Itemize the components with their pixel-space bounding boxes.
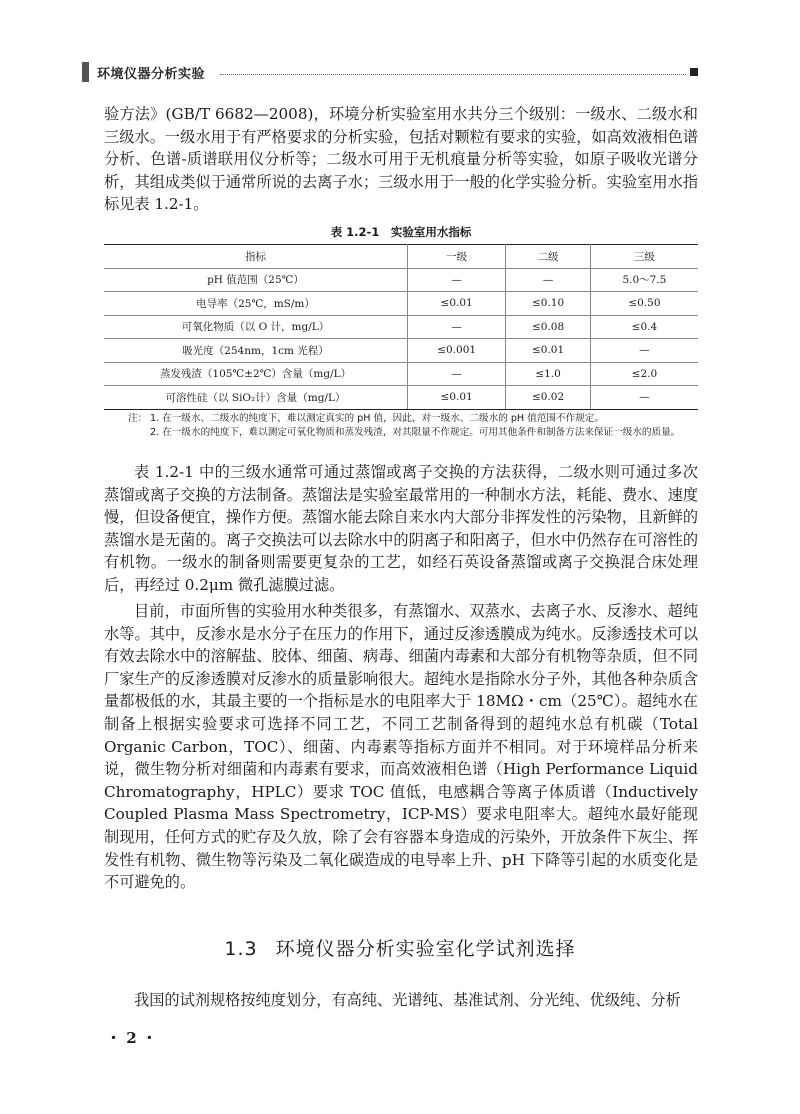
table-header-row xyxy=(104,245,698,269)
cell-grade-3: 5.0～7.5 xyxy=(590,268,698,292)
note-item xyxy=(128,412,700,426)
row-label: 电导率（25℃，mS/m） xyxy=(104,292,408,316)
note-text: 1. 在一级水、二级水的纯度下，难以测定真实的 pH 值，因此，对一级水、二级水的 pH 值范围不作规定。 xyxy=(150,413,604,424)
cell-grade-1: — xyxy=(408,268,506,292)
row-label: 蒸发残渣（105℃±2℃）含量（mg/L） xyxy=(104,362,408,386)
table-row xyxy=(104,292,698,316)
water-spec-table xyxy=(104,244,698,410)
cell-grade-1: ≤0.01 xyxy=(408,292,506,316)
header-bar-decoration xyxy=(82,62,89,82)
cell-grade-1: ≤0.01 xyxy=(408,386,506,410)
page-number: ・ 2 ・ xyxy=(106,1029,157,1047)
cell-grade-3: — xyxy=(590,386,698,410)
table-notes xyxy=(128,412,700,440)
intro-paragraph: 验方法》(GB/T 6682—2008)，环境分析实验室用水共分三个级别：一级水、二级水和三级水。一级水用于有严格要求的分析实验，包括对颗粒有要求的实验，如高效液相色谱分析、色谱-质谱联用仪分析等；二级水可用于无机痕量分析等实验，如原子吸收光谱分析，其组成类似于通常所说的去离子水；三级水用于一般的化学实验分析。实验室用水指标见表 1.2-1。 xyxy=(104,105,698,214)
cell-grade-2: ≤0.08 xyxy=(506,315,591,339)
note-text: 2. 在一级水的纯度下，难以测定可氧化物质和蒸发残渣，对其限量不作规定。可用其他条件和制备方法来保证一级水的质量。 xyxy=(150,427,681,438)
cell-grade-2: — xyxy=(506,268,591,292)
header-square-marker xyxy=(690,68,698,76)
row-label: 吸光度（254nm，1cm 光程） xyxy=(104,339,408,363)
row-label: pH 值范围（25℃） xyxy=(104,268,408,292)
cell-grade-3: — xyxy=(590,339,698,363)
running-header-title: 环境仪器分析实验 xyxy=(97,67,206,82)
row-label: 可氧化物质（以 O 计，mg/L） xyxy=(104,315,408,339)
running-header xyxy=(82,62,698,82)
body-paragraph-2: 表 1.2-1 中的三级水通常可通过蒸馏或离子交换的方法获得，二级水则可通过多次蒸馏或离子交换的方法制备。蒸馏法是实验室最常用的一种制水方法，耗能、费水、速度慢，但设备便宜，操作方便。蒸馏水能去除自来水内大部分非挥发性的污染物，且新鲜的蒸馏水是无菌的。离子交换法可以去除水中的阴离子和阳离子，但水中仍然存在可溶性的有机物。一级水的制备则需要更复杂的工艺，如经石英设备蒸馏或离子交换混合床处理后，再经过 0.2μm 微孔滤膜过滤。 xyxy=(104,463,698,594)
body-paragraph-3: 目前，市面所售的实验用水种类很多，有蒸馏水、双蒸水、去离子水、反渗水、超纯水等。其中，反渗水是水分子在压力的作用下，通过反渗透膜成为纯水。反渗透技术可以有效去除水中的溶解盐、胶体、细菌、病毒、细菌内毒素和大部分有机物等杂质，但不同厂家生产的反渗透膜对反渗水的质量影响很大。超纯水是指除水分子外，其他各种杂质含量都极低的水，其最主要的一个指标是水的电阻率大于 18MΩ・cm（25℃）。超纯水在制备上根据实验要求可选择不同工艺，不同工艺制备得到的超纯水总有机碳（Total Organic Carbon，TOC）、细菌、内毒素等指标方面并不相同。对于环境样品分析来说，微生物分析对细菌和内毒素有要求，而高效液相色谱（High Performance Liquid Chromatography，HPLC）要求 TOC 值低，电感耦合等离子体质谱（Inductively Coupled Plasma Mass Spectrometry，ICP-MS）要求电阻率大。超纯水最好能现制现用，任何方式的贮存及久放，除了会有容器本身造成的污染外，开放条件下灰尘、挥发性有机物、微生物等污染及二氧化碳造成的电导率上升、pH 下降等引起的水质变化是不可避免的。 xyxy=(104,602,698,892)
table-caption: 表 1.2-1 实验室用水指标 xyxy=(330,225,472,239)
cell-grade-3: ≤0.4 xyxy=(590,315,698,339)
cell-grade-1: — xyxy=(408,362,506,386)
header-grade-2: 二级 xyxy=(506,245,591,269)
header-grade-1: 一级 xyxy=(408,245,506,269)
table-row xyxy=(104,362,698,386)
table-row xyxy=(104,386,698,410)
header-grade-3: 三级 xyxy=(590,245,698,269)
cell-grade-1: ≤0.001 xyxy=(408,339,506,363)
table-row xyxy=(104,315,698,339)
row-label: 可溶性硅（以 SiO₂计）含量（mg/L） xyxy=(104,386,408,410)
section-title: 环境仪器分析实验室化学试剂选择 xyxy=(275,938,576,960)
section-heading xyxy=(0,934,800,961)
cell-grade-3: ≤2.0 xyxy=(590,362,698,386)
cell-grade-3: ≤0.50 xyxy=(590,292,698,316)
header-dotted-rule xyxy=(220,74,686,75)
cell-grade-2: ≤0.02 xyxy=(506,386,591,410)
table-row xyxy=(104,339,698,363)
cell-grade-2: ≤1.0 xyxy=(506,362,591,386)
cell-grade-2: ≤0.01 xyxy=(506,339,591,363)
header-indicator: 指标 xyxy=(104,245,408,269)
body-paragraph-4: 我国的试剂规格按纯度划分，有高纯、光谱纯、基准试剂、分光纯、优级纯、分析 xyxy=(134,991,681,1009)
cell-grade-1: — xyxy=(408,315,506,339)
table-row xyxy=(104,268,698,292)
note-item xyxy=(128,426,700,440)
section-number: 1.3 xyxy=(224,938,258,960)
cell-grade-2: ≤0.10 xyxy=(506,292,591,316)
notes-label: 注： xyxy=(128,413,148,424)
